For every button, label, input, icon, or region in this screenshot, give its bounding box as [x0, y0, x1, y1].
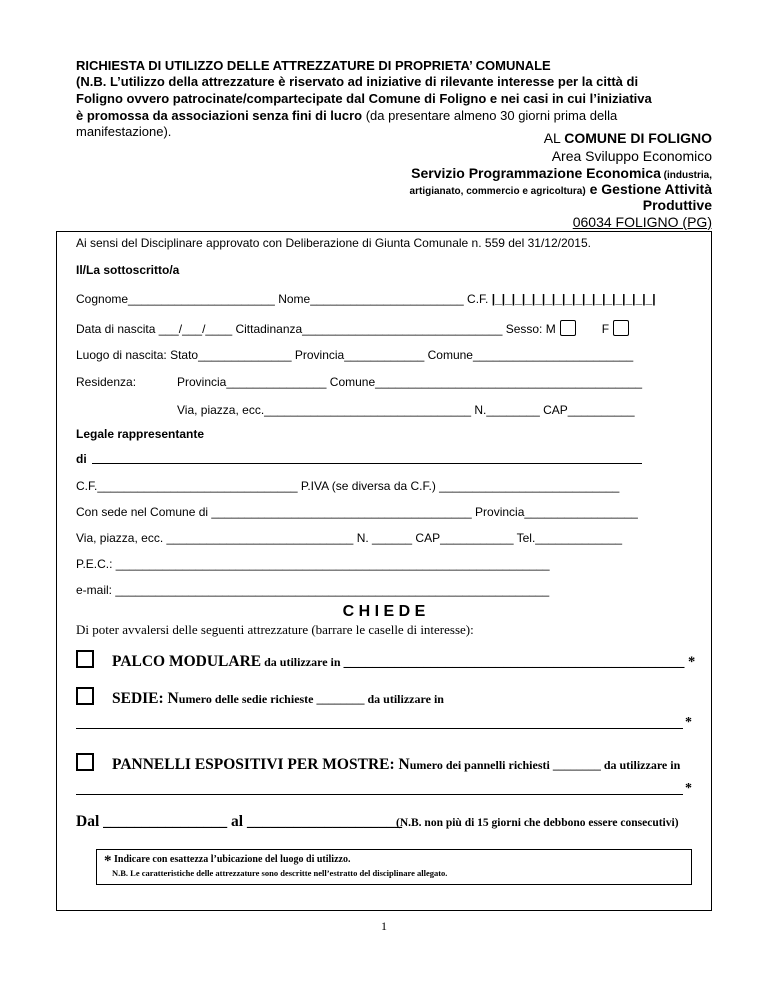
note-line-2: Foligno ovvero patrocinate/compartecipate dal Comune di Foligno e nei casi in cui l’iniziativa	[76, 91, 652, 106]
sede-row[interactable]: Con sede nel Comune di _______________________________________ Provincia_________________	[76, 505, 638, 519]
di-line[interactable]	[92, 463, 642, 464]
palco-small: da utilizzare in	[261, 655, 344, 669]
note-line-3	[76, 108, 617, 123]
addressee-al: AL	[543, 130, 565, 146]
dal-row	[76, 813, 402, 831]
cf-cells[interactable]: |_|_|_|_|_|_|_|_|_|_|_|_|_|_|_|_|	[491, 292, 656, 306]
cognome-text[interactable]: Cognome______________________ Nome_______________________ C.F.	[76, 292, 489, 306]
palco-label: PALCO MODULARE	[112, 653, 262, 670]
nascita-row[interactable]	[76, 320, 629, 336]
addressee-produttive: Produttive	[642, 197, 712, 213]
sedie-location-line[interactable]	[76, 728, 683, 729]
gestione-text: e Gestione Attività	[585, 181, 712, 197]
addressee-servizio	[411, 165, 712, 181]
pec-row[interactable]: P.E.C.: _________________________________________________________________	[76, 557, 550, 571]
footnote-line-2: N.B. Le caratteristiche delle attrezzature sono descritte nell’estratto del disciplinare allegato.	[112, 868, 448, 878]
cf-piva-row[interactable]: C.F.______________________________ P.IVA (se diversa da C.F.) ___________________________	[76, 479, 620, 493]
sedie-label: SEDIE: N	[112, 690, 179, 707]
pannelli-row	[76, 753, 680, 774]
sottoscritto-label: Il/La sottoscritto/a	[76, 263, 180, 277]
nascita-text[interactable]: Data di nascita ___/___/____ Cittadinanza______________________________ Sesso: M	[76, 322, 556, 336]
legale-label: Legale rappresentante	[76, 427, 205, 441]
email-row[interactable]: e-mail: _________________________________________________________________	[76, 583, 550, 597]
sedie-checkbox[interactable]	[76, 687, 94, 705]
settori-small: artigianato, commercio e agricoltura)	[409, 186, 586, 197]
dal-line[interactable]: ________________	[99, 813, 231, 830]
addressee-comune-name: COMUNE DI FOLIGNO	[564, 130, 712, 146]
footnote-star: *	[104, 853, 112, 869]
palco-line[interactable]: _______________________________________________ *	[343, 654, 696, 670]
pannelli-label: PANNELLI ESPOSITIVI PER MOSTRE: N	[112, 756, 410, 773]
al-label: al	[231, 813, 244, 830]
form-intro: Ai sensi del Disciplinare approvato con Deliberazione di Giunta Comunale n. 559 del 31/12/2015.	[76, 236, 591, 250]
dal-note: (N.B. non più di 15 giorni che debbono essere consecutivi)	[396, 817, 679, 829]
servizio-name: Servizio Programmazione Economica	[411, 165, 661, 181]
di-label: di	[76, 452, 87, 466]
note-line-3-rest: (da presentare almeno 30 giorni prima della	[362, 108, 618, 123]
note-line-1: (N.B. L’utilizzo della attrezzature è riservato ad iniziative di rilevante interesse per la città di	[76, 74, 639, 89]
dal-label: Dal	[76, 813, 100, 830]
sedie-star: *	[685, 715, 692, 730]
servizio-small: (industria,	[660, 170, 712, 181]
pannelli-location-line[interactable]	[76, 794, 683, 795]
al-line[interactable]: ____________________	[243, 813, 402, 830]
luogo-row[interactable]: Luogo di nascita: Stato______________ Provincia____________ Comune________________________	[76, 348, 634, 362]
sesso-f-checkbox[interactable]	[613, 320, 629, 336]
addressee-comune	[544, 130, 712, 146]
cognome-row[interactable]	[76, 292, 656, 306]
sedie-row	[76, 687, 444, 708]
palco-row	[76, 650, 695, 671]
request-intro: Di poter avvalersi delle seguenti attrezzature (barrare le caselle di interesse):	[76, 622, 474, 637]
residenza-label: Residenza:	[76, 375, 137, 389]
via2-row[interactable]: Via, piazza, ecc. ____________________________ N. ______ CAP___________ Tel._____________	[76, 531, 623, 545]
chiede-heading: C H I E D E	[342, 603, 426, 620]
addressee-gestione	[410, 181, 712, 197]
document-title: RICHIESTA DI UTILIZZO DELLE ATTREZZATURE DI PROPRIETA’ COMUNALE	[76, 58, 551, 73]
note-line-4: manifestazione).	[76, 124, 172, 139]
residenza-via-row[interactable]: Via, piazza, ecc._______________________________ N.________ CAP__________	[177, 403, 635, 417]
pannelli-checkbox[interactable]	[76, 753, 94, 771]
residenza-provincia-row[interactable]: Provincia_______________ Comune________________________________________	[177, 375, 643, 389]
page-number: 1	[381, 919, 387, 933]
palco-checkbox[interactable]	[76, 650, 94, 668]
sedie-small[interactable]: umero delle sedie richieste ________ da utilizzare in	[178, 692, 444, 706]
addressee-area: Area Sviluppo Economico	[551, 148, 712, 164]
note-line-3-bold: è promossa da associazioni senza fini di lucro	[76, 108, 363, 123]
pannelli-small[interactable]: umero dei pannelli richiesti ________ da utilizzare in	[409, 758, 681, 772]
sesso-f-label: F	[601, 322, 610, 336]
sesso-m-checkbox[interactable]	[560, 320, 576, 336]
footnote-text-1: Indicare con esattezza l’ubicazione del luogo di utilizzo.	[111, 854, 351, 865]
addressee-address: 06034 FOLIGNO (PG)	[572, 214, 712, 230]
pannelli-star: *	[685, 781, 692, 796]
